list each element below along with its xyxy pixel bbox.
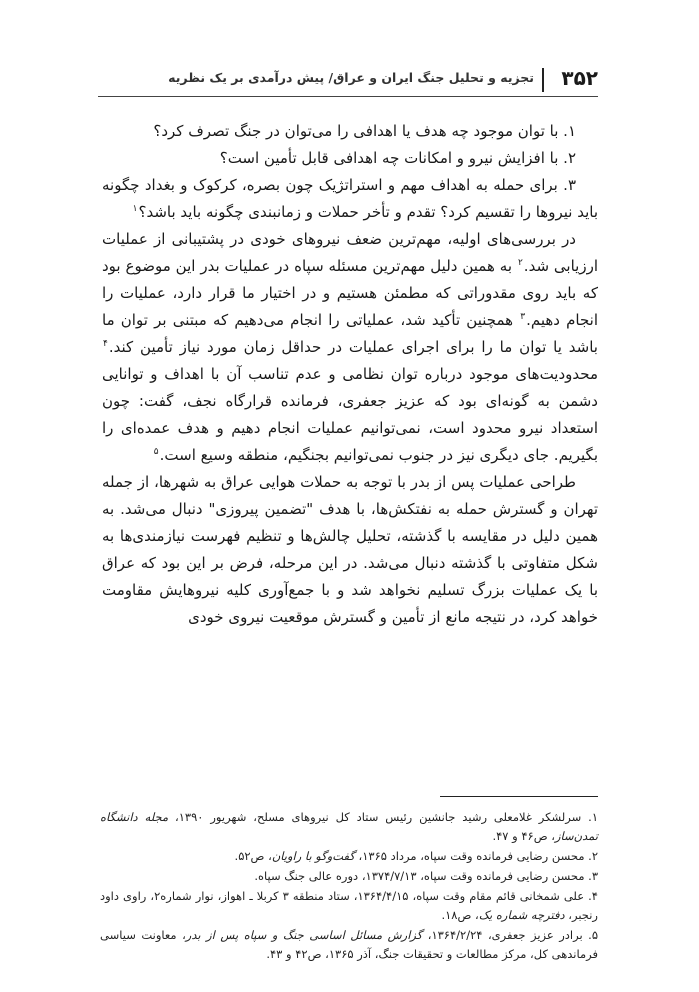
footnote-1 xyxy=(100,808,598,846)
paragraph-1-part-d: محدودیت‌های موجود درباره توان نظامی و عدم تناسب آن با اهداف و توانایی دشمن به گونه‌ای بود که عزیز جعفری، فرمانده قرارگاه نجف، گفت: چون استعداد نیرو محدود است، نمی‌توانیم عملیات انجام دهیم و هدف عمده‌ای را بگیریم. جای دیگری نیز در جنوب نمی‌توانیم بجنگیم، منطقه وسیع است. xyxy=(102,365,598,464)
footnote-separator xyxy=(440,796,598,797)
question-3 xyxy=(102,172,598,226)
footnotes xyxy=(100,808,598,965)
question-1: ۱. با توان موجود چه هدف یا اهدافی را می‌توان در جنگ تصرف کرد؟ xyxy=(153,122,576,140)
footnote-mark-3: ۳ xyxy=(520,312,526,322)
footnote-1-tail: ، ص۴۶ و ۴۷. xyxy=(492,829,555,843)
footnote-4-source: دفترچه شماره یک xyxy=(478,908,565,922)
footnote-1-text: ۱. سرلشکر غلامعلی رشید جانشین رئیس ستاد کل نیروهای مسلح، شهریور ۱۳۹۰، xyxy=(168,810,598,824)
footnote-mark-2: ۲ xyxy=(517,258,523,268)
footnote-5-text: ۵. برادر عزیز جعفری، ۱۳۶۴/۲/۲۴، xyxy=(422,928,598,942)
footnote-4 xyxy=(100,887,598,925)
header-rule xyxy=(98,96,598,97)
footnote-4-tail: ، ص۱۸. xyxy=(441,908,479,922)
footnote-2 xyxy=(100,847,598,866)
header-divider-bar xyxy=(542,68,544,92)
footnote-2-text: ۲. محسن رضایی فرمانده وقت سپاه، مرداد ۱۳۶۵، xyxy=(354,849,598,863)
footnote-3-text: ۳. محسن رضایی فرمانده وقت سپاه، ۱۳۷۴/۷/۱۳، دوره عالی جنگ سپاه. xyxy=(254,869,598,883)
footnote-5-source: گزارش مسائل اساسی جنگ و سپاه پس از بدر xyxy=(185,928,423,942)
paragraph-1-part-b: به همین دلیل مهم‌ترین مسئله سپاه در عملیات بدر این موضوع بود که باید روی مقدوراتی که مطمئن هستیم و در اختیار ما قرار دارد، عملیات را انجام دهیم. xyxy=(102,257,598,329)
main-text xyxy=(102,118,598,631)
footnote-2-tail: ، ص۵۲. xyxy=(234,849,272,863)
footnote-mark-4: ۴ xyxy=(103,339,108,349)
footnote-mark-1: ۱ xyxy=(132,204,138,214)
footnote-mark-5: ۵ xyxy=(153,447,159,457)
question-2: ۲. با افزایش نیرو و امکانات چه اهدافی قابل تأمین است؟ xyxy=(219,149,576,167)
page-header xyxy=(98,64,598,98)
footnote-5 xyxy=(100,926,598,964)
question-3-text: ۳. برای حمله به اهداف مهم و استراتژیک چون بصره، کرکوک و بغداد چگونه باید نیروها را تقسیم کرد؟ تقدم و تأخر حملات و زمانبندی چگونه باید باشد؟ xyxy=(102,176,598,221)
running-title: تجزیه و تحلیل جنگ ایران و عراق/ پیش درآمدی بر یک نظریه xyxy=(168,70,534,85)
footnote-4-text: ۴. علی شمخانی قائم مقام وقت سپاه، ۱۳۶۴/۴/۱۵، ستاد منطقه ۳ کربلا ـ اهواز، نوار شماره۲، راوی داود رنجبر، xyxy=(100,889,598,922)
paragraph-1-part-c: همچنین تأکید شد، عملیاتی را انجام می‌دهیم که مبتنی بر توان ما باشد یا توان ما را برای اجرای عملیات در حداقل زمان مورد نیاز تأمین کند. xyxy=(102,311,598,356)
footnote-2-source: گفت‌وگو با راویان xyxy=(271,849,355,863)
footnote-3 xyxy=(100,867,598,886)
paragraph-2: طراحی عملیات پس از بدر با توجه به حملات هوایی عراق به شهرها، از جمله تهران و گسترش حمله به نفتکش‌ها، با هدف "تضمین پیروزی" دنبال می‌شد. به همین دلیل در مقایسه با گذشته، تحلیل چالش‌ها و تنظیم فهرست نیازمندی‌ها به شکل متفاوتی با گذشته دنبال می‌شد. در این مرحله، فرض بر این بود که عراق با یک عملیات بزرگ تسلیم نخواهد شد و با جمع‌آوری کلیه نیروهایش مقاومت خواهد کرد، در نتیجه مانع از تأمین و گسترش موقعیت نیروی خودی xyxy=(102,473,598,626)
footnote-1-source: مجله دانشگاه تمدن‌ساز xyxy=(100,810,598,843)
paragraph-1 xyxy=(102,226,598,469)
page-number: ۳۵۲ xyxy=(561,66,598,90)
footnote-5-tail: ، معاونت سیاسی فرماندهی کل، مرکز مطالعات و تحقیقات جنگ، آذر ۱۳۶۵، ص۴۲ و ۴۳. xyxy=(100,928,598,961)
paragraph-1-part-a: در بررسی‌های اولیه، مهم‌ترین ضعف نیروهای خودی در پشتیبانی از عملیات ارزیابی شد. xyxy=(102,230,599,275)
